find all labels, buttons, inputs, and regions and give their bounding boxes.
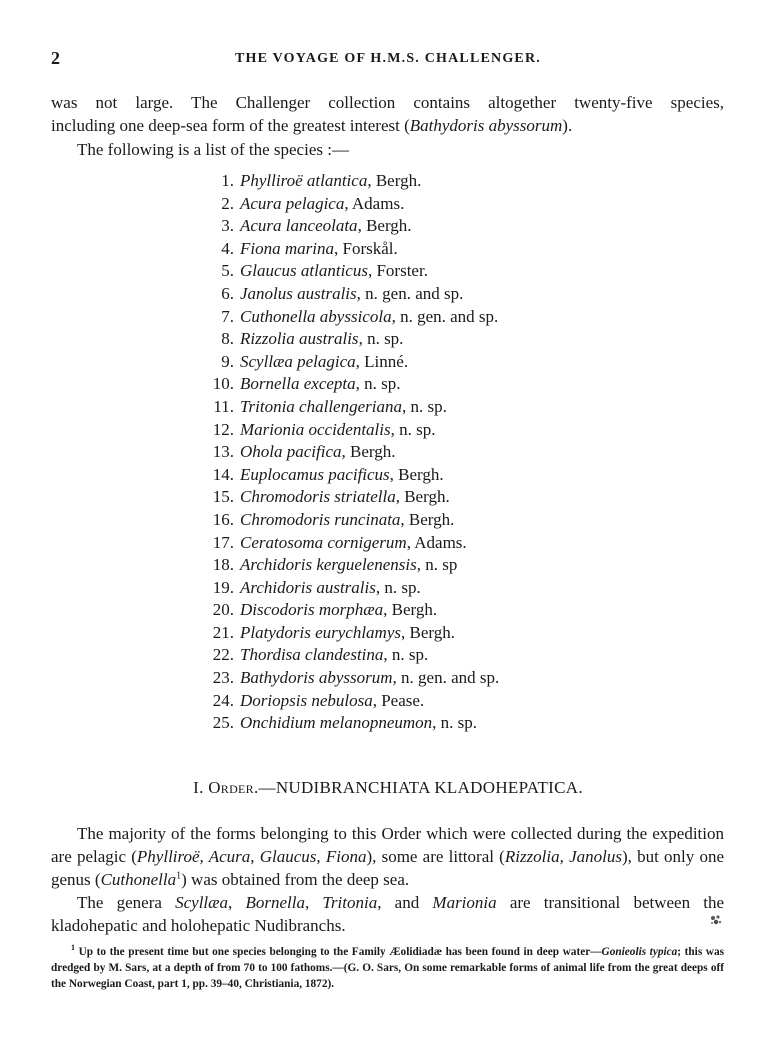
- species-item: [196, 419, 499, 442]
- species-name: Marionia occidentalis: [240, 419, 391, 439]
- species-name: Ceratosoma cornigerum: [240, 532, 407, 552]
- species-number: 5.: [221, 261, 234, 281]
- species-authority: , n. sp.: [401, 396, 447, 416]
- species-item: [196, 215, 499, 238]
- species-item: [196, 238, 499, 261]
- species-item: [196, 644, 499, 667]
- species-number: 25.: [212, 713, 234, 733]
- species-authority: , Bergh.: [400, 509, 455, 529]
- footnote-text: ; this was dredged by M. Sars, at a depth of from 70 to 100 fathoms.—(G. O. Sars, On some remarkable forms of animal life from the great deeps off the Norwegian Coast, part 1, pp. 39–40, Christiania, 1872).: [51, 945, 724, 990]
- text: ), some are littoral (: [366, 847, 505, 866]
- species-item: [196, 622, 499, 645]
- species-name: Bornella excepta: [240, 374, 356, 394]
- species-name: Glaucus atlanticus: [240, 261, 368, 281]
- genus-name: Scyllæa: [175, 893, 228, 912]
- species-authority: , n. sp.: [390, 419, 436, 439]
- text: , and: [377, 893, 433, 912]
- species-authority: , Pease.: [372, 690, 425, 710]
- species-item: [196, 486, 499, 509]
- species-item: [196, 283, 499, 306]
- section-title: .—NUDIBRANCHIATA KLADOHEPATICA.: [253, 778, 583, 797]
- genus-name: Marionia: [432, 893, 497, 912]
- ink-speck-icon: [709, 913, 723, 927]
- species-authority: , Adams.: [344, 193, 405, 213]
- text: The majority of the forms belonging to this Order which were collected during the expedition are pelagic (: [51, 824, 724, 866]
- species-name: Rizzolia australis: [240, 329, 359, 349]
- species-name: Cuthonella abyssicola: [240, 306, 392, 326]
- species-authority: , n. sp: [416, 555, 458, 575]
- text: are transitional between the kladohepatic and holohepatic Nudibranchs.: [51, 893, 725, 935]
- species-item: [196, 599, 499, 622]
- species-name: Doriopsis nebulosa: [240, 690, 373, 710]
- species-authority: , n. sp.: [358, 329, 404, 349]
- footnote-marker: 1: [71, 943, 75, 952]
- species-authority: , Bergh.: [395, 487, 450, 507]
- species-item: [196, 328, 499, 351]
- species-authority: , Bergh.: [367, 171, 422, 190]
- species-item: [196, 577, 499, 600]
- species-authority: , Forskål.: [333, 238, 398, 258]
- species-authority: , Bergh.: [341, 442, 396, 462]
- species-item: [196, 306, 499, 329]
- species-name: Fiona marina: [240, 238, 334, 258]
- species-authority: , n. gen. and sp.: [392, 668, 500, 688]
- species-name: Ohola pacifica: [240, 442, 342, 462]
- species-number: 22.: [212, 645, 234, 665]
- species-name: Bathydoris abyssorum: [240, 668, 393, 688]
- text: The genera: [77, 893, 176, 912]
- species-name: Archidoris kerguelenensis: [240, 555, 417, 575]
- genus-name: Cuthonella: [100, 870, 177, 889]
- species-number: 10.: [212, 374, 234, 394]
- species-name: Archidoris australis: [240, 577, 376, 597]
- species-name: Phylliroë atlantica: [240, 171, 368, 190]
- species-number: 14.: [212, 464, 234, 484]
- species-item: [196, 509, 499, 532]
- species-number: 3.: [221, 216, 234, 236]
- footnote: [51, 940, 724, 992]
- footnote-species: Gonieolis typica: [601, 945, 678, 958]
- species-authority: , Bergh.: [357, 216, 412, 236]
- text: ,: [228, 893, 246, 912]
- species-item: [196, 554, 499, 577]
- species-number: 8.: [221, 329, 234, 349]
- species-name: Platydoris eurychlamys: [240, 622, 401, 642]
- species-name: Onchidium melanopneumon: [240, 713, 433, 733]
- species-number: 11.: [213, 396, 234, 416]
- body-paragraph-1: [51, 822, 724, 891]
- species-authority: , n. sp.: [375, 577, 421, 597]
- species-authority: , Bergh.: [389, 464, 444, 484]
- species-number: 20.: [212, 600, 234, 620]
- species-list: [196, 170, 499, 735]
- species-name: Euplocamus pacificus: [240, 464, 390, 484]
- species-authority: , n. gen. and sp.: [356, 283, 464, 303]
- species-number: 17.: [212, 532, 234, 552]
- species-number: 19.: [212, 577, 234, 597]
- species-number: 12.: [212, 419, 234, 439]
- intro-paragraph: [51, 91, 724, 137]
- species-name: Acura pelagica: [240, 193, 345, 213]
- species-number: 2.: [221, 193, 234, 213]
- species-number: 24.: [212, 690, 234, 710]
- species-name: Chromodoris striatella: [240, 487, 396, 507]
- genus-name: Bornella: [245, 893, 305, 912]
- species-number: 7.: [221, 306, 234, 326]
- species-authority: , n. sp.: [383, 645, 429, 665]
- species-item: [196, 260, 499, 283]
- species-authority: , n. gen. and sp.: [391, 306, 499, 326]
- species-item: [196, 464, 499, 487]
- species-name: Chromodoris runcinata: [240, 509, 401, 529]
- genus-name: Tritonia: [322, 893, 378, 912]
- intro-text-end: ).: [562, 116, 573, 135]
- species-number: 1.: [221, 171, 234, 190]
- species-authority: , n. sp.: [432, 713, 478, 733]
- order-word: Order: [208, 778, 254, 797]
- species-authority: , Linné.: [355, 351, 409, 371]
- section-heading: [0, 778, 776, 798]
- species-item: [196, 396, 499, 419]
- species-item: [196, 441, 499, 464]
- species-item: [196, 690, 499, 713]
- body-paragraph-2: [51, 891, 724, 937]
- species-authority: , n. sp.: [355, 374, 401, 394]
- species-item: [196, 170, 499, 193]
- species-item: [196, 351, 499, 374]
- species-name: Thordisa clandestina: [240, 645, 384, 665]
- intro-text: including one deep-sea form of the greatest interest (: [51, 116, 410, 135]
- species-number: 23.: [212, 668, 234, 688]
- section-numeral: I.: [193, 778, 204, 797]
- species-ref: Bathydoris abyssorum: [409, 116, 563, 135]
- species-number: 16.: [212, 509, 234, 529]
- species-number: 15.: [212, 487, 234, 507]
- species-authority: , Forster.: [367, 261, 428, 281]
- text: ), but only one genus (: [51, 847, 725, 889]
- intro-line-1: was not large. The Challenger collection contains altogether twenty-five species,: [51, 93, 724, 112]
- species-item: [196, 532, 499, 555]
- footnote-ref: 1: [176, 870, 182, 882]
- species-number: 9.: [221, 351, 234, 371]
- intro-line-2: [51, 114, 724, 137]
- species-name: Janolus australis: [240, 283, 357, 303]
- footnote-text: Up to the present time but one species belonging to the Family Æolidiadæ has been found in deep water—: [75, 945, 602, 958]
- species-number: 21.: [212, 622, 234, 642]
- species-item: [196, 712, 499, 735]
- text: ,: [304, 893, 323, 912]
- species-authority: , Adams.: [406, 532, 467, 552]
- genus-list: Phylliroë, Acura, Glaucus, Fiona: [136, 847, 367, 866]
- species-authority: , Bergh.: [383, 600, 438, 620]
- species-item: [196, 667, 499, 690]
- species-item: [196, 193, 499, 216]
- species-number: 4.: [221, 238, 234, 258]
- text: ) was obtained from the deep sea.: [181, 870, 410, 889]
- species-number: 13.: [212, 442, 234, 462]
- list-intro: The following is a list of the species :—: [77, 140, 349, 159]
- species-name: Acura lanceolata: [240, 216, 358, 236]
- species-name: Scyllæa pelagica: [240, 351, 356, 371]
- species-authority: , Bergh.: [401, 622, 455, 642]
- genus-list: Rizzolia, Janolus: [504, 847, 622, 866]
- species-item: [196, 373, 499, 396]
- species-name: Discodoris morphæa: [240, 600, 384, 620]
- species-number: 6.: [221, 283, 234, 303]
- species-name: Tritonia challengeriana: [240, 396, 402, 416]
- running-head: THE VOYAGE OF H.M.S. CHALLENGER.: [235, 51, 541, 66]
- page-number: 2: [51, 48, 60, 68]
- species-number: 18.: [212, 555, 234, 575]
